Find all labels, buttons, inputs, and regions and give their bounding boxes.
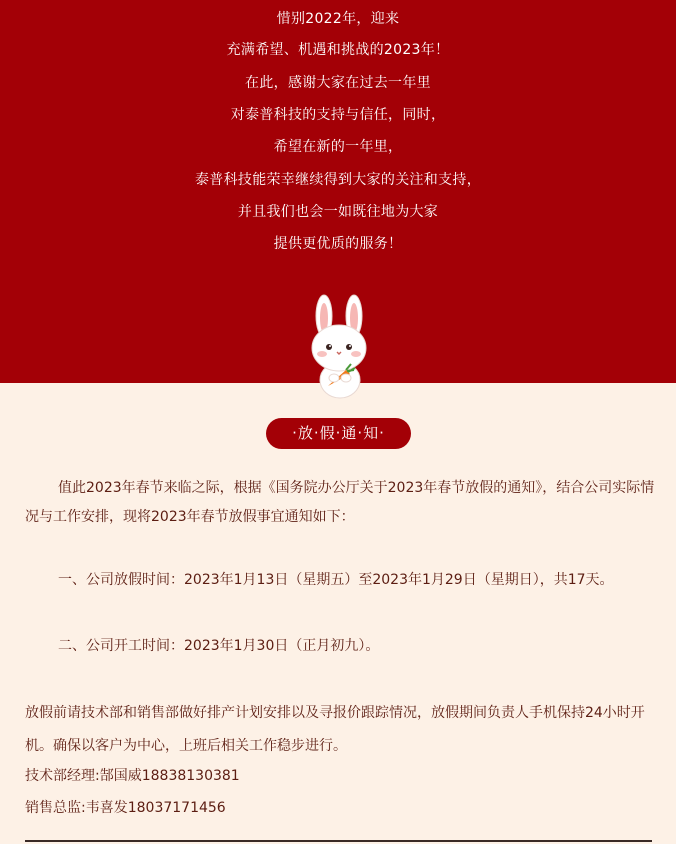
greeting-line-3: 在此，感谢大家在过去一年里	[245, 75, 431, 91]
work-resume-item: 二、公司开工时间：2023年1月30日（正月初九）。	[58, 638, 380, 654]
notice-badge: ·放·假·通·知·	[266, 418, 411, 449]
tech-manager-contact: 技术部经理:郜国威18838130381	[25, 768, 240, 784]
pre-holiday-instructions: 放假前请技术部和销售部做好排产计划安排以及寻报价跟踪情况，放假期间负责人手机保持24小时开机。确保以客户为中心，上班后相关工作稳步进行。	[25, 705, 645, 754]
notice-intro: 值此2023年春节来临之际，根据《国务院办公厅关于2023年春节放假的通知》，结合公司实际情况与工作安排，现将2023年春节放假事宜通知如下：	[25, 480, 655, 525]
divider	[25, 840, 652, 842]
greeting-line-4: 对泰普科技的支持与信任，同时，	[230, 107, 446, 123]
greeting-line-1: 惜别2022年，迎来	[276, 11, 400, 27]
greeting-line-7: 并且我们也会一如既往地为大家	[237, 204, 439, 220]
greeting-banner	[0, 0, 676, 383]
greeting-line-2: 充满希望、机遇和挑战的2023年！	[226, 42, 450, 58]
greeting-line-8: 提供更优质的服务！	[273, 236, 403, 252]
greeting-line-5: 希望在新的一年里，	[273, 139, 403, 155]
holiday-period-item: 一、公司放假时间：2023年1月13日（星期五）至2023年1月29日（星期日），共17天。	[58, 572, 614, 588]
holiday-notice-section	[0, 383, 676, 844]
greeting-line-6: 泰普科技能荣幸继续得到大家的关注和支持，	[195, 172, 481, 188]
sales-director-contact: 销售总监:韦喜发18037171456	[25, 800, 226, 816]
